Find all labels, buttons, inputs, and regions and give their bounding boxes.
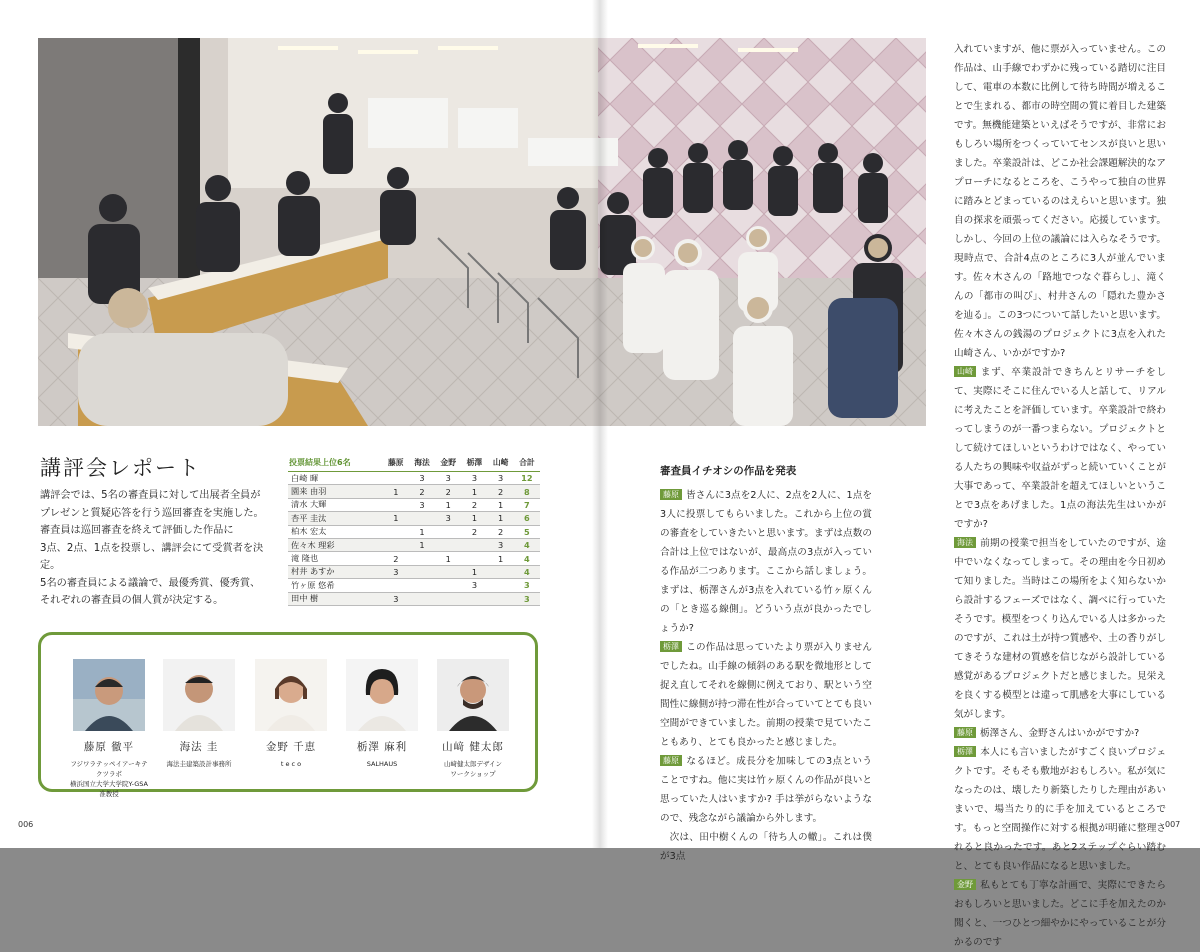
paragraph-text: 次は、田中樹くんの「待ち人の轍」。これは僕が3点 xyxy=(660,832,872,862)
table-header: 海法 xyxy=(409,453,435,472)
table-row xyxy=(288,472,540,485)
judge-card xyxy=(159,659,239,769)
affiliation-line: 横浜国立大学大学院Y-GSA准教授 xyxy=(69,780,148,798)
article-paragraph xyxy=(954,534,1166,724)
table-row xyxy=(288,552,540,565)
affiliation-line: 海法圭建築設計事務所 xyxy=(166,760,232,768)
intro-line: 審査員は巡回審査を終えて評価した作品に xyxy=(40,525,234,536)
judge-portrait xyxy=(73,659,145,731)
table-header: 金野 xyxy=(435,453,461,472)
score-cell: 2 xyxy=(461,498,487,511)
score-cell xyxy=(435,565,461,578)
speaker-tag: 藤原 xyxy=(954,727,976,738)
paragraph-text: 私もとても丁寧な計画で、実際にできたらおもしろいと思いました。どこに手を加えたのか聞くと、一つひとつ細やかにやっていることが分かるのです xyxy=(954,880,1166,948)
score-cell xyxy=(435,579,461,592)
article-paragraph xyxy=(954,363,1166,534)
score-cell xyxy=(383,525,409,538)
paragraph-text: 栃澤さん、金野さんはいかがですか? xyxy=(980,728,1140,739)
speaker-tag: 藤原 xyxy=(660,755,682,766)
total-cell: 12 xyxy=(514,472,540,485)
score-cell: 3 xyxy=(488,472,514,485)
total-cell: 6 xyxy=(514,512,540,525)
table-row xyxy=(288,485,540,498)
score-cell: 2 xyxy=(435,485,461,498)
judge-card xyxy=(433,659,513,779)
student-name-cell: 田中 樹 xyxy=(288,592,383,605)
score-cell: 3 xyxy=(461,579,487,592)
judge-affiliation xyxy=(251,759,331,769)
table-header: 投票結果上位6名 xyxy=(288,453,383,472)
total-cell: 5 xyxy=(514,525,540,538)
table-header: 藤原 xyxy=(383,453,409,472)
page-number-left: 006 xyxy=(18,820,34,829)
vote-table-body xyxy=(288,472,540,606)
score-cell xyxy=(383,579,409,592)
article-paragraph xyxy=(660,486,872,638)
table-row xyxy=(288,498,540,511)
judge-affiliation xyxy=(342,759,422,769)
total-cell: 3 xyxy=(514,579,540,592)
article-paragraph xyxy=(954,876,1166,952)
student-name-cell: 佐々木 理彩 xyxy=(288,538,383,551)
student-name-cell: 清水 大輝 xyxy=(288,498,383,511)
judge-card xyxy=(69,659,149,799)
score-cell xyxy=(488,592,514,605)
score-cell xyxy=(409,512,435,525)
score-cell: 3 xyxy=(488,538,514,551)
speaker-tag: 海法 xyxy=(954,537,976,548)
score-cell xyxy=(461,552,487,565)
table-header: 山崎 xyxy=(488,453,514,472)
judge-card xyxy=(342,659,422,769)
score-cell: 2 xyxy=(409,485,435,498)
score-cell xyxy=(409,592,435,605)
judge-affiliation xyxy=(433,759,513,779)
judge-name: 山﨑 健太郎 xyxy=(442,741,504,753)
intro-text xyxy=(40,487,280,610)
score-cell: 3 xyxy=(435,472,461,485)
score-cell xyxy=(461,592,487,605)
judge-card xyxy=(251,659,331,769)
score-cell xyxy=(488,579,514,592)
judge-name: 海法 圭 xyxy=(179,741,219,753)
score-cell: 1 xyxy=(461,512,487,525)
judge-portrait xyxy=(346,659,418,731)
table-header: 栃澤 xyxy=(461,453,487,472)
judge-portrait xyxy=(163,659,235,731)
critique-session-photo xyxy=(38,38,926,426)
article-paragraph xyxy=(660,828,872,866)
score-cell: 2 xyxy=(488,485,514,498)
score-cell: 1 xyxy=(383,485,409,498)
speaker-tag: 金野 xyxy=(954,879,976,890)
score-cell: 1 xyxy=(488,552,514,565)
intro-line: 5名の審査員による議論で、最優秀賞、優秀賞、 xyxy=(40,577,261,589)
intro-line: 講評会では、5名の審査員に対して出展者全員が xyxy=(40,490,261,501)
score-cell xyxy=(409,579,435,592)
score-cell: 2 xyxy=(383,552,409,565)
judge-name: 栃澤 麻利 xyxy=(356,741,408,753)
total-cell: 4 xyxy=(514,538,540,551)
score-cell: 1 xyxy=(435,498,461,511)
speaker-tag: 栃澤 xyxy=(660,641,682,652)
judges-panel xyxy=(38,632,538,798)
paragraph-text: まず、卒業設計できちんとリサーチをして、実際にそこに住んでいる人と話して、リアルに考えたことを評価しています。卒業設計で終わってしまうのが一番つまらない。プロジェクトとして続けてほしいというわけではなく、やっている人たちの興味や収益がずっと続いていくことが大事であって、卒業設計を超えてほしいということで3点をあげました。1点の海法先生はいかがですか? xyxy=(954,367,1166,530)
judge-name: 金野 千恵 xyxy=(265,741,317,753)
score-cell xyxy=(383,498,409,511)
score-cell xyxy=(383,472,409,485)
total-cell: 4 xyxy=(514,565,540,578)
score-cell: 1 xyxy=(461,565,487,578)
speaker-tag: 山崎 xyxy=(954,366,976,377)
affiliation-line: t e c o xyxy=(280,760,302,768)
table-row xyxy=(288,565,540,578)
speaker-tag: 藤原 xyxy=(660,489,682,500)
judge-portrait xyxy=(255,659,327,731)
affiliation-line: ワークショップ xyxy=(450,770,496,778)
paragraph-text: 皆さんに3点を2人に、2点を2人に、1点を3人に投票してもらいました。これから上位の賞の審査をしていきたいと思います。まずは点数の合計は上位ではないが、最高点の3点が入っている作品が二つあります。ここから話しましょう。まずは、栃澤さんが3点を入れている竹ヶ原くんの「とき巡る線側」。どういう点が良かったでしょうか? xyxy=(660,490,872,634)
table-row xyxy=(288,525,540,538)
article-paragraph xyxy=(660,752,872,828)
article-column-1 xyxy=(660,486,872,866)
affiliation-line: 山﨑健太郎デザイン xyxy=(443,760,503,768)
score-cell: 3 xyxy=(461,472,487,485)
score-cell xyxy=(383,538,409,551)
score-cell: 3 xyxy=(383,592,409,605)
article-paragraph xyxy=(660,638,872,752)
spine-shadow xyxy=(592,0,608,848)
affiliation-line: フジワラテッペイアーキテクツラボ xyxy=(70,760,148,778)
paragraph-text: この作品は思っていたより票が入りませんでしたね。山手線の傾斜のある駅を微地形として捉え直してそれを線側に例えており、駅という空間性に線側が持つ滞在性が合っていてとても良い空間ができていました。前期の授業で見ていたこともあり、とても良かったと感じました。 xyxy=(660,642,872,748)
student-name-cell: 園来 由羽 xyxy=(288,485,383,498)
table-row xyxy=(288,592,540,605)
total-cell: 4 xyxy=(514,552,540,565)
score-cell xyxy=(409,565,435,578)
score-cell: 2 xyxy=(461,525,487,538)
score-cell: 3 xyxy=(435,512,461,525)
score-cell xyxy=(435,592,461,605)
total-cell: 7 xyxy=(514,498,540,511)
score-cell: 3 xyxy=(383,565,409,578)
affiliation-line: SALHAUS xyxy=(366,760,398,768)
score-cell xyxy=(435,525,461,538)
intro-line: プレゼンと質疑応答を行う巡回審査を実施した。 xyxy=(40,507,264,519)
student-name-cell: 白崎 暉 xyxy=(288,472,383,485)
student-name-cell: 柏木 宏太 xyxy=(288,525,383,538)
score-cell xyxy=(435,538,461,551)
intro-line: それぞれの審査員の個人賞が決定する。 xyxy=(40,595,224,606)
article-paragraph xyxy=(954,40,1166,363)
paragraph-text: 本人にも言いましたがすごく良いプロジェクトです。そもそも敷地がおもしろい。私が気になったのは、壊したり新築したりした理由があいまいで、場当たり的に手を加えているところです。もっと空間操作に対する根拠が明確に整理されると良かったです。あと2ステップぐらい踏むと、とても良い作品になると思いました。 xyxy=(954,747,1166,872)
student-name-cell: 杏平 圭汰 xyxy=(288,512,383,525)
speaker-tag: 栃澤 xyxy=(954,746,976,757)
score-cell: 1 xyxy=(488,498,514,511)
score-cell: 1 xyxy=(461,485,487,498)
judge-affiliation xyxy=(159,759,239,769)
table-row xyxy=(288,512,540,525)
judge-affiliation xyxy=(69,759,149,799)
score-cell: 3 xyxy=(409,498,435,511)
page-number-right: 007 xyxy=(1165,820,1181,829)
score-cell: 1 xyxy=(409,538,435,551)
student-name-cell: 滝 隆也 xyxy=(288,552,383,565)
table-header-row xyxy=(288,453,540,472)
article-paragraph xyxy=(954,724,1166,743)
score-cell xyxy=(488,565,514,578)
score-cell: 1 xyxy=(409,525,435,538)
total-cell: 8 xyxy=(514,485,540,498)
score-cell xyxy=(409,552,435,565)
vote-results-table xyxy=(288,453,540,606)
article-title: 審査員イチオシの作品を発表 xyxy=(660,465,797,477)
article-paragraph xyxy=(954,743,1166,876)
paragraph-text: 入れていますが、他に票が入っていません。この作品は、山手線でわずかに残っている踏切に注目して、電車の本数に比例して待ち時間が増えることで生まれる、都市の時空間の質に着目した建築です。無機能建築といえばそうですが、非常におもしろい場所をつくっていてセンスが良いと思いました。卒業設計は、どこか社会課題解決的なアプローチになるところを、こうやって独自の世界に踏みとどまっているのはえらいと思います。独自の探求を頑張ってください。応援しています。しかし、今回の上位の議論には入らなそうです。現時点で、合計4点のところに3人が並んでいます。佐々木さんの「路地でつなぐ暮らし」、滝くんの「都市の叫び」、村井さんの「隠れた豊かさを辿る」。この3つについて話したいと思います。佐々木さんの銭湯のプロジェクトに3点を入れた山崎さん、いかがですか? xyxy=(954,44,1166,359)
intro-line: 3点、2点、1点を投票し、講評会にて受賞者を決定。 xyxy=(40,542,264,571)
judge-name: 藤原 徹平 xyxy=(83,741,135,753)
score-cell: 2 xyxy=(488,525,514,538)
judge-portrait xyxy=(437,659,509,731)
paragraph-text: 前期の授業で担当をしていたのですが、途中でいなくなってしまって。その理由を今日初めて知りました。当時はこの場所をよく知らないから設計するフェーズではなく、調べに行っていたそうです。模型をつくり込んでいる人は多かったのですが、これは土が持つ質感や、土の香りがしてきそうな建材の質感を信じながら設計している感覚があるプロジェクトだと感じました。見栄えを良くする模型とは違って肌感を大事にしている気がします。 xyxy=(954,538,1166,720)
event-photo xyxy=(38,38,926,426)
article-column-2 xyxy=(954,40,1166,952)
section-title: 講評会レポート xyxy=(40,456,201,480)
paragraph-text: なるほど。成長分を加味しての3点ということですね。他に実は竹ヶ原くんの作品が良いと思っていた人はいますか? 手は挙がらないようなので、残念ながら議論から外します。 xyxy=(660,756,872,824)
student-name-cell: 村井 あすか xyxy=(288,565,383,578)
table-row xyxy=(288,579,540,592)
student-name-cell: 竹ヶ原 悠希 xyxy=(288,579,383,592)
table-row xyxy=(288,538,540,551)
score-cell: 1 xyxy=(435,552,461,565)
total-cell: 3 xyxy=(514,592,540,605)
score-cell: 3 xyxy=(409,472,435,485)
score-cell: 1 xyxy=(383,512,409,525)
table-header: 合計 xyxy=(514,453,540,472)
score-cell xyxy=(461,538,487,551)
score-cell: 1 xyxy=(488,512,514,525)
